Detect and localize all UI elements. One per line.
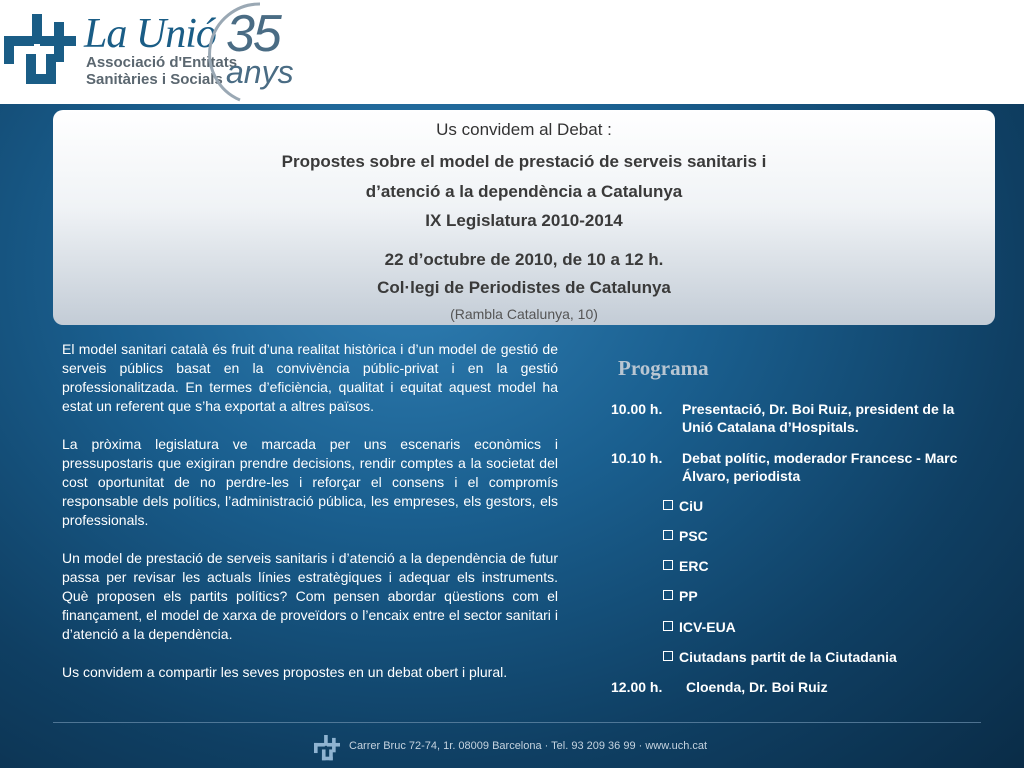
uch-footer-logo-icon xyxy=(313,735,341,761)
invite-line-1: Us convidem al Debat : xyxy=(436,120,612,139)
logo-title: La Unió xyxy=(84,11,216,57)
invite-box xyxy=(53,110,995,325)
party-item: Ciutadans partit de la Ciutadania xyxy=(663,648,897,666)
checkbox-icon xyxy=(663,500,673,510)
paragraph-3: Un model de prestació de serveis sanitaris i d’atenció a la dependència de futur passa per revisar les actuals línies estratègiques i adequar els instruments. Què proposen els partits polítics? Com pensen abordar qüestions com el finançament, el model de xarxa de proveïdors o l’encaix entre el sector sanitari i d’atenció a la dependència. xyxy=(62,550,558,642)
paragraph-4: Us convidem a compartir les seves propostes en un debat obert i plural. xyxy=(62,664,508,680)
party-item: CiU xyxy=(663,497,703,515)
invite-date: 22 d’octubre de 2010, de 10 a 12 h. xyxy=(384,250,664,269)
logo-subtitle: Associació d'Entitats Sanitàries i Socials xyxy=(86,54,238,88)
uch-logo-icon xyxy=(4,14,76,86)
body-text xyxy=(62,340,558,701)
programa-time: 10.00 h. xyxy=(611,401,663,417)
party-item: PP xyxy=(663,587,698,605)
checkbox-icon xyxy=(663,651,673,661)
programa-desc: Cloenda, Dr. Boi Ruiz xyxy=(686,679,828,695)
party-item: ERC xyxy=(663,557,709,575)
party-item: PSC xyxy=(663,527,708,545)
invite-legislature: IX Legislatura 2010-2014 xyxy=(425,211,623,230)
paragraph-2: La pròxima legislatura ve marcada per uns escenaris econòmics i pressupostaris que exigiran prendre decisions, rendir comptes a la societat del cost oportunitat de no perdre-les i reforçar el consens i el compromís responsable dels polítics, l’administració pública, les empreses, els gestors, els professionals. xyxy=(62,436,558,528)
checkbox-icon xyxy=(663,560,673,570)
checkbox-icon xyxy=(663,590,673,600)
programa-time: 10.10 h. xyxy=(611,450,663,466)
anniversary-word: anys xyxy=(226,54,294,90)
header xyxy=(0,0,1024,104)
invite-venue: Col·legi de Periodistes de Catalunya xyxy=(377,278,671,297)
programa-title: Programa xyxy=(618,356,709,380)
party-item: ICV-EUA xyxy=(663,618,736,636)
programa-time: 12.00 h. xyxy=(611,679,663,695)
checkbox-icon xyxy=(663,621,673,631)
invite-address: (Rambla Catalunya, 10) xyxy=(450,306,598,322)
programa-desc: Presentació, Dr. Boi Ruiz, president de la Unió Catalana d’Hospitals. xyxy=(682,401,955,435)
paragraph-1: El model sanitari català és fruit d’una realitat històrica i d’un model de gestió de serveis públics basat en la convivència públic-privat i en la gestió professionalitzada. En termes d’eficiència, qualitat i equitat aquest model ha estat un referent que s’ha exportat a altres països. xyxy=(62,341,558,414)
programa-desc: Debat polític, moderador Francesc - Marc Álvaro, periodista xyxy=(682,450,958,484)
footer-divider xyxy=(53,722,981,723)
invite-title-2: d’atenció a la dependència a Catalunya xyxy=(365,182,683,201)
invite-title-1: Propostes sobre el model de prestació de serveis sanitaris i xyxy=(281,152,767,171)
footer-address: Carrer Bruc 72-74, 1r. 08009 Barcelona · Tel. 93 209 36 99 · www.uch.cat xyxy=(349,740,708,752)
anniversary-number: 35 xyxy=(226,5,280,63)
checkbox-icon xyxy=(663,530,673,540)
